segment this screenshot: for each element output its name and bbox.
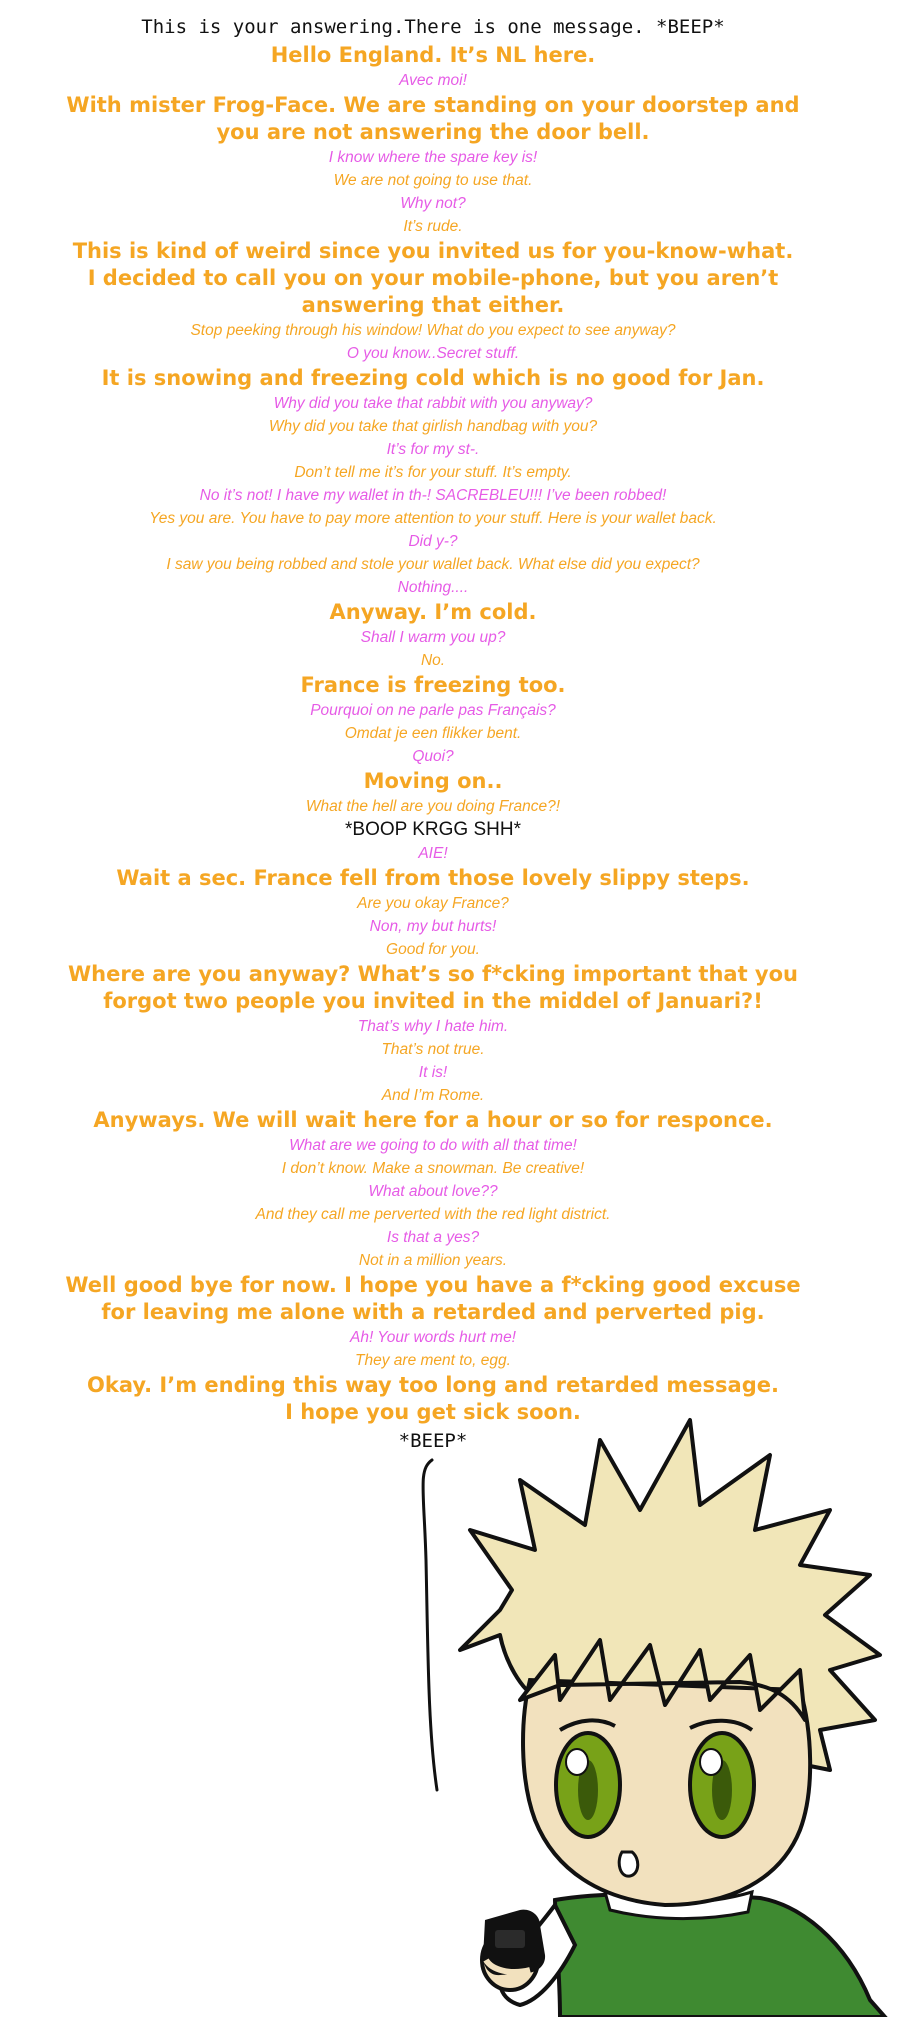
message-line: What about love?? [368,1183,498,1200]
message-line: Pourquoi on ne parle pas Français? [310,702,556,719]
message-line: Omdat je een flikker bent. [344,725,522,742]
message-line: Where are you anyway? What’s so f*cking important that you [68,962,798,986]
message-line: And they call me perverted with the red light district. [255,1206,611,1223]
speech-bubble-line [423,1460,437,1790]
message-line: Why not? [400,195,466,212]
message-line: I saw you being robbed and stole your wallet back. What else did you expect? [166,556,700,573]
message-line: It’s rude. [403,218,463,235]
message-line: Well good bye for now. I hope you have a f*cking good excuse [65,1273,801,1297]
message-line: I know where the spare key is! [328,149,538,166]
message-line: What the hell are you doing France?! [305,798,561,815]
message-line: It’s for my st-. [386,441,480,458]
message-line: Nothing.... [397,579,469,596]
message-line: Avec moi! [399,72,467,89]
message-line: Why did you take that girlish handbag with you? [268,418,598,435]
transcript [0,12,866,1456]
message-line: AIE! [418,845,448,862]
message-line: *BEEP* [398,1430,468,1452]
message-line: answering that either. [301,293,565,317]
message-line: It is snowing and freezing cold which is no good for Jan. [101,366,765,390]
message-line: forgot two people you invited in the middel of Januari?! [103,989,763,1013]
message-line: Did y-? [408,533,458,550]
message-line: Anyways. We will wait here for a hour or so for responce. [93,1108,773,1132]
answering-machine-header: This is your answering.There is one message. *BEEP* [141,16,725,38]
character-illustration [0,1400,900,2017]
message-line: No it’s not! I have my wallet in th-! SACREBLEU!!! I’ve been robbed! [199,487,667,504]
mouth [619,1852,638,1876]
message-line: With mister Frog-Face. We are standing on your doorstep and [66,93,800,117]
message-line: Non, my but hurts! [369,918,497,935]
message-line: Hello England. It’s NL here. [270,43,596,67]
message-line: Don’t tell me it’s for your stuff. It’s empty. [294,464,572,481]
message-line: Wait a sec. France fell from those lovely slippy steps. [116,866,750,890]
message-line: Yes you are. You have to pay more attention to your stuff. Here is your wallet back. [149,510,717,527]
message-line: Quoi? [412,748,454,765]
message-line: I decided to call you on your mobile-phone, but you aren’t [87,266,779,290]
message-line: *BOOP KRGG SHH* [345,819,521,840]
message-line: Not in a million years. [358,1252,508,1269]
message-line: you are not answering the door bell. [216,120,650,144]
message-line: That’s not true. [381,1041,485,1058]
message-line: O you know..Secret stuff. [346,345,520,362]
message-line: I hope you get sick soon. [285,1400,581,1424]
message-line: And I’m Rome. [381,1087,485,1104]
message-line: We are not going to use that. [333,172,533,189]
message-line: Why did you take that rabbit with you anyway? [273,395,593,412]
message-line: for leaving me alone with a retarded and perverted pig. [101,1300,765,1324]
message-line: Good for you. [386,941,480,958]
message-line: Anyway. I’m cold. [329,600,537,624]
message-line: Is that a yes? [386,1229,480,1246]
message-line: Ah! Your words hurt me! [350,1329,516,1346]
message-line: That’s why I hate him. [357,1018,509,1035]
message-line: I don’t know. Make a snowman. Be creative! [281,1160,585,1177]
message-line: They are ment to, egg. [355,1352,511,1369]
message-line: Stop peeking through his window! What do you expect to see anyway? [190,322,676,339]
message-line: Moving on.. [363,769,503,793]
message-line: No. [420,652,446,669]
message-line: It is! [418,1064,448,1081]
message-line: France is freezing too. [300,673,566,697]
message-line: Okay. I’m ending this way too long and retarded message. [87,1373,779,1397]
message-line: What are we going to do with all that time! [289,1137,577,1154]
message-line: Are you okay France? [357,895,509,912]
message-line: This is kind of weird since you invited us for you-know-what. [72,239,794,263]
message-line: Shall I warm you up? [360,629,506,646]
